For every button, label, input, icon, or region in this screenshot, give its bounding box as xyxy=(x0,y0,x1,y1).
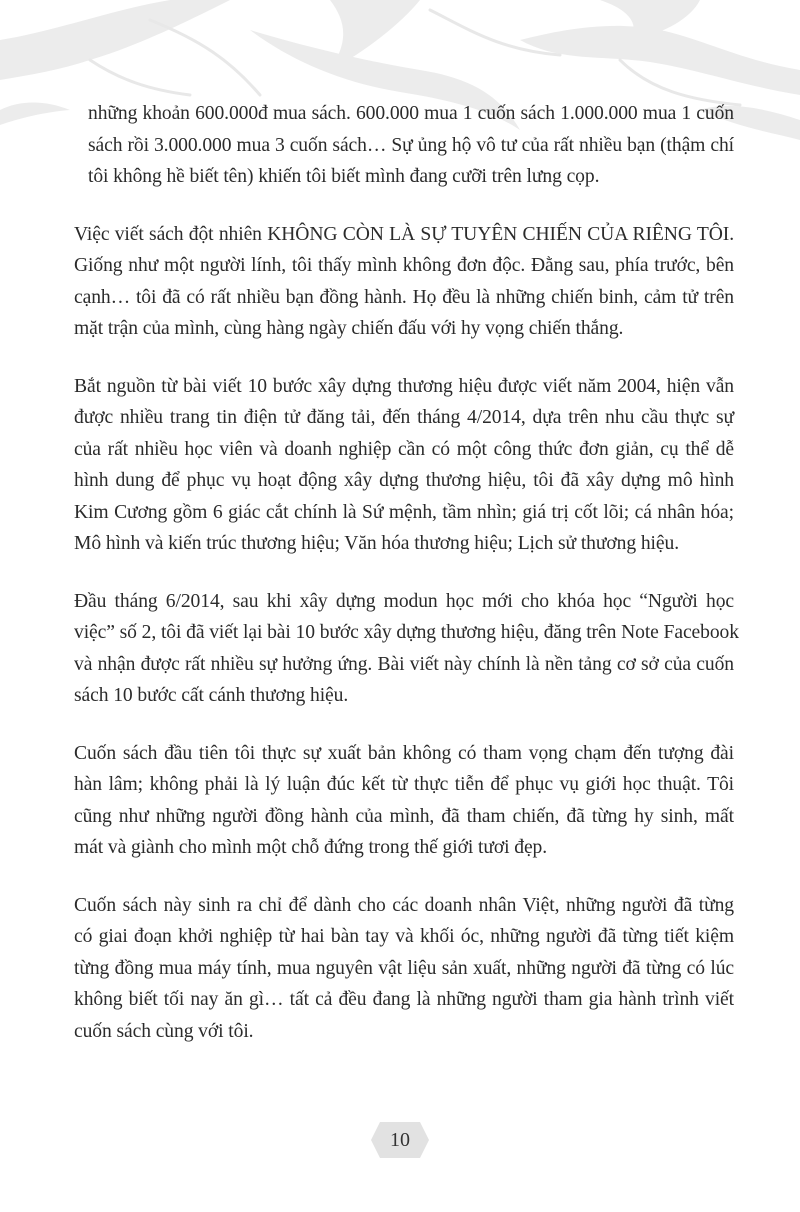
text-line: có giai đoạn khởi nghiệp từ hai bàn tay và khối óc, những người đã từng tiết kiệm xyxy=(74,926,734,947)
text-line: Bắt nguồn từ bài viết 10 bước xây dựng thương hiệu được viết năm 2004, hiện vẫn xyxy=(74,375,734,397)
text-line: hình dung để phục vụ hoạt động xây dựng thương hiệu, tôi đã xây dựng mô hình xyxy=(74,470,734,491)
text-line: của rất nhiều học viên và doanh nghiệp cần có một công thức đơn giản, cụ thể dễ xyxy=(74,438,734,460)
text-line: mát và giành cho mình một chỗ đứng trong thế giới tươi đẹp. xyxy=(74,837,548,858)
text-line: sách 10 bước cất cánh thương hiệu. xyxy=(74,685,349,706)
body-text xyxy=(74,98,739,1073)
text-line: không biết tối nay ăn gì… tất cả đều đang là những người tham gia hành trình viết xyxy=(74,989,734,1010)
text-line: cũng như những người đồng hành của mình, đã tham chiến, đã từng hy sinh, mất xyxy=(74,805,734,827)
paragraph-5 xyxy=(74,738,734,864)
text-line: cạnh… tôi đã có rất nhiều bạn đồng hành. Họ đều là những chiến binh, cảm tử trên xyxy=(74,286,734,308)
text-line: Mô hình và kiến trúc thương hiệu; Văn hóa thương hiệu; Lịch sử thương hiệu. xyxy=(74,533,679,554)
text-line: sách rồi 3.000.000 mua 3 cuốn sách… Sự ủng hộ vô tư của rất nhiều bạn (thậm chí xyxy=(88,134,734,156)
text-line: mặt trận của mình, cùng hàng ngày chiến đấu với hy vọng chiến thắng. xyxy=(74,318,624,339)
paragraph-6 xyxy=(74,890,734,1048)
page-number-badge xyxy=(370,1120,430,1160)
text-line: Giống như một người lính, tôi thấy mình không đơn độc. Đằng sau, phía trước, bên xyxy=(74,255,734,276)
paragraph-4 xyxy=(74,586,739,712)
paragraph-3 xyxy=(74,371,734,560)
text-line: cuốn sách cùng với tôi. xyxy=(74,1020,254,1042)
text-line: được nhiều trang tin điện tử đăng tải, đến tháng 4/2014, dựa trên nhu cầu thực sự xyxy=(74,407,734,428)
text-line: Kim Cương gồm 6 giác cắt chính là Sứ mệnh, tầm nhìn; giá trị cốt lõi; cá nhân hóa; xyxy=(74,501,734,523)
text-line: tôi không hề biết tên) khiến tôi biết mình đang cưỡi trên lưng cọp. xyxy=(88,166,600,187)
paragraph-1 xyxy=(74,98,734,193)
text-line: Cuốn sách đầu tiên tôi thực sự xuất bản không có tham vọng chạm đến tượng đài xyxy=(74,742,734,764)
text-line: hàn lâm; không phải là lý luận đúc kết từ thực tiễn để phục vụ giới học thuật. Tôi xyxy=(74,774,734,795)
text-line: Việc viết sách đột nhiên KHÔNG CÒN LÀ SỰ TUYÊN CHIẾN CỦA RIÊNG TÔI. xyxy=(74,223,734,245)
text-line: những khoản 600.000đ mua sách. 600.000 mua 1 cuốn sách 1.000.000 mua 1 cuốn xyxy=(88,103,734,124)
text-line: từng đồng mua máy tính, mua nguyên vật liệu sản xuất, những người đã từng có lúc xyxy=(74,957,734,979)
page-number: 10 xyxy=(390,1129,410,1151)
text-line: Đầu tháng 6/2014, sau khi xây dựng modun học mới cho khóa học “Người học xyxy=(74,590,734,612)
text-line: Cuốn sách này sinh ra chỉ để dành cho các doanh nhân Việt, những người đã từng xyxy=(74,894,734,916)
text-line: và nhận được rất nhiều sự hưởng ứng. Bài viết này chính là nền tảng cơ sở của cuốn xyxy=(74,653,734,675)
paragraph-2 xyxy=(74,219,734,345)
text-line: việc” số 2, tôi đã viết lại bài 10 bước xây dựng thương hiệu, đăng trên Note Facebook xyxy=(74,622,739,643)
